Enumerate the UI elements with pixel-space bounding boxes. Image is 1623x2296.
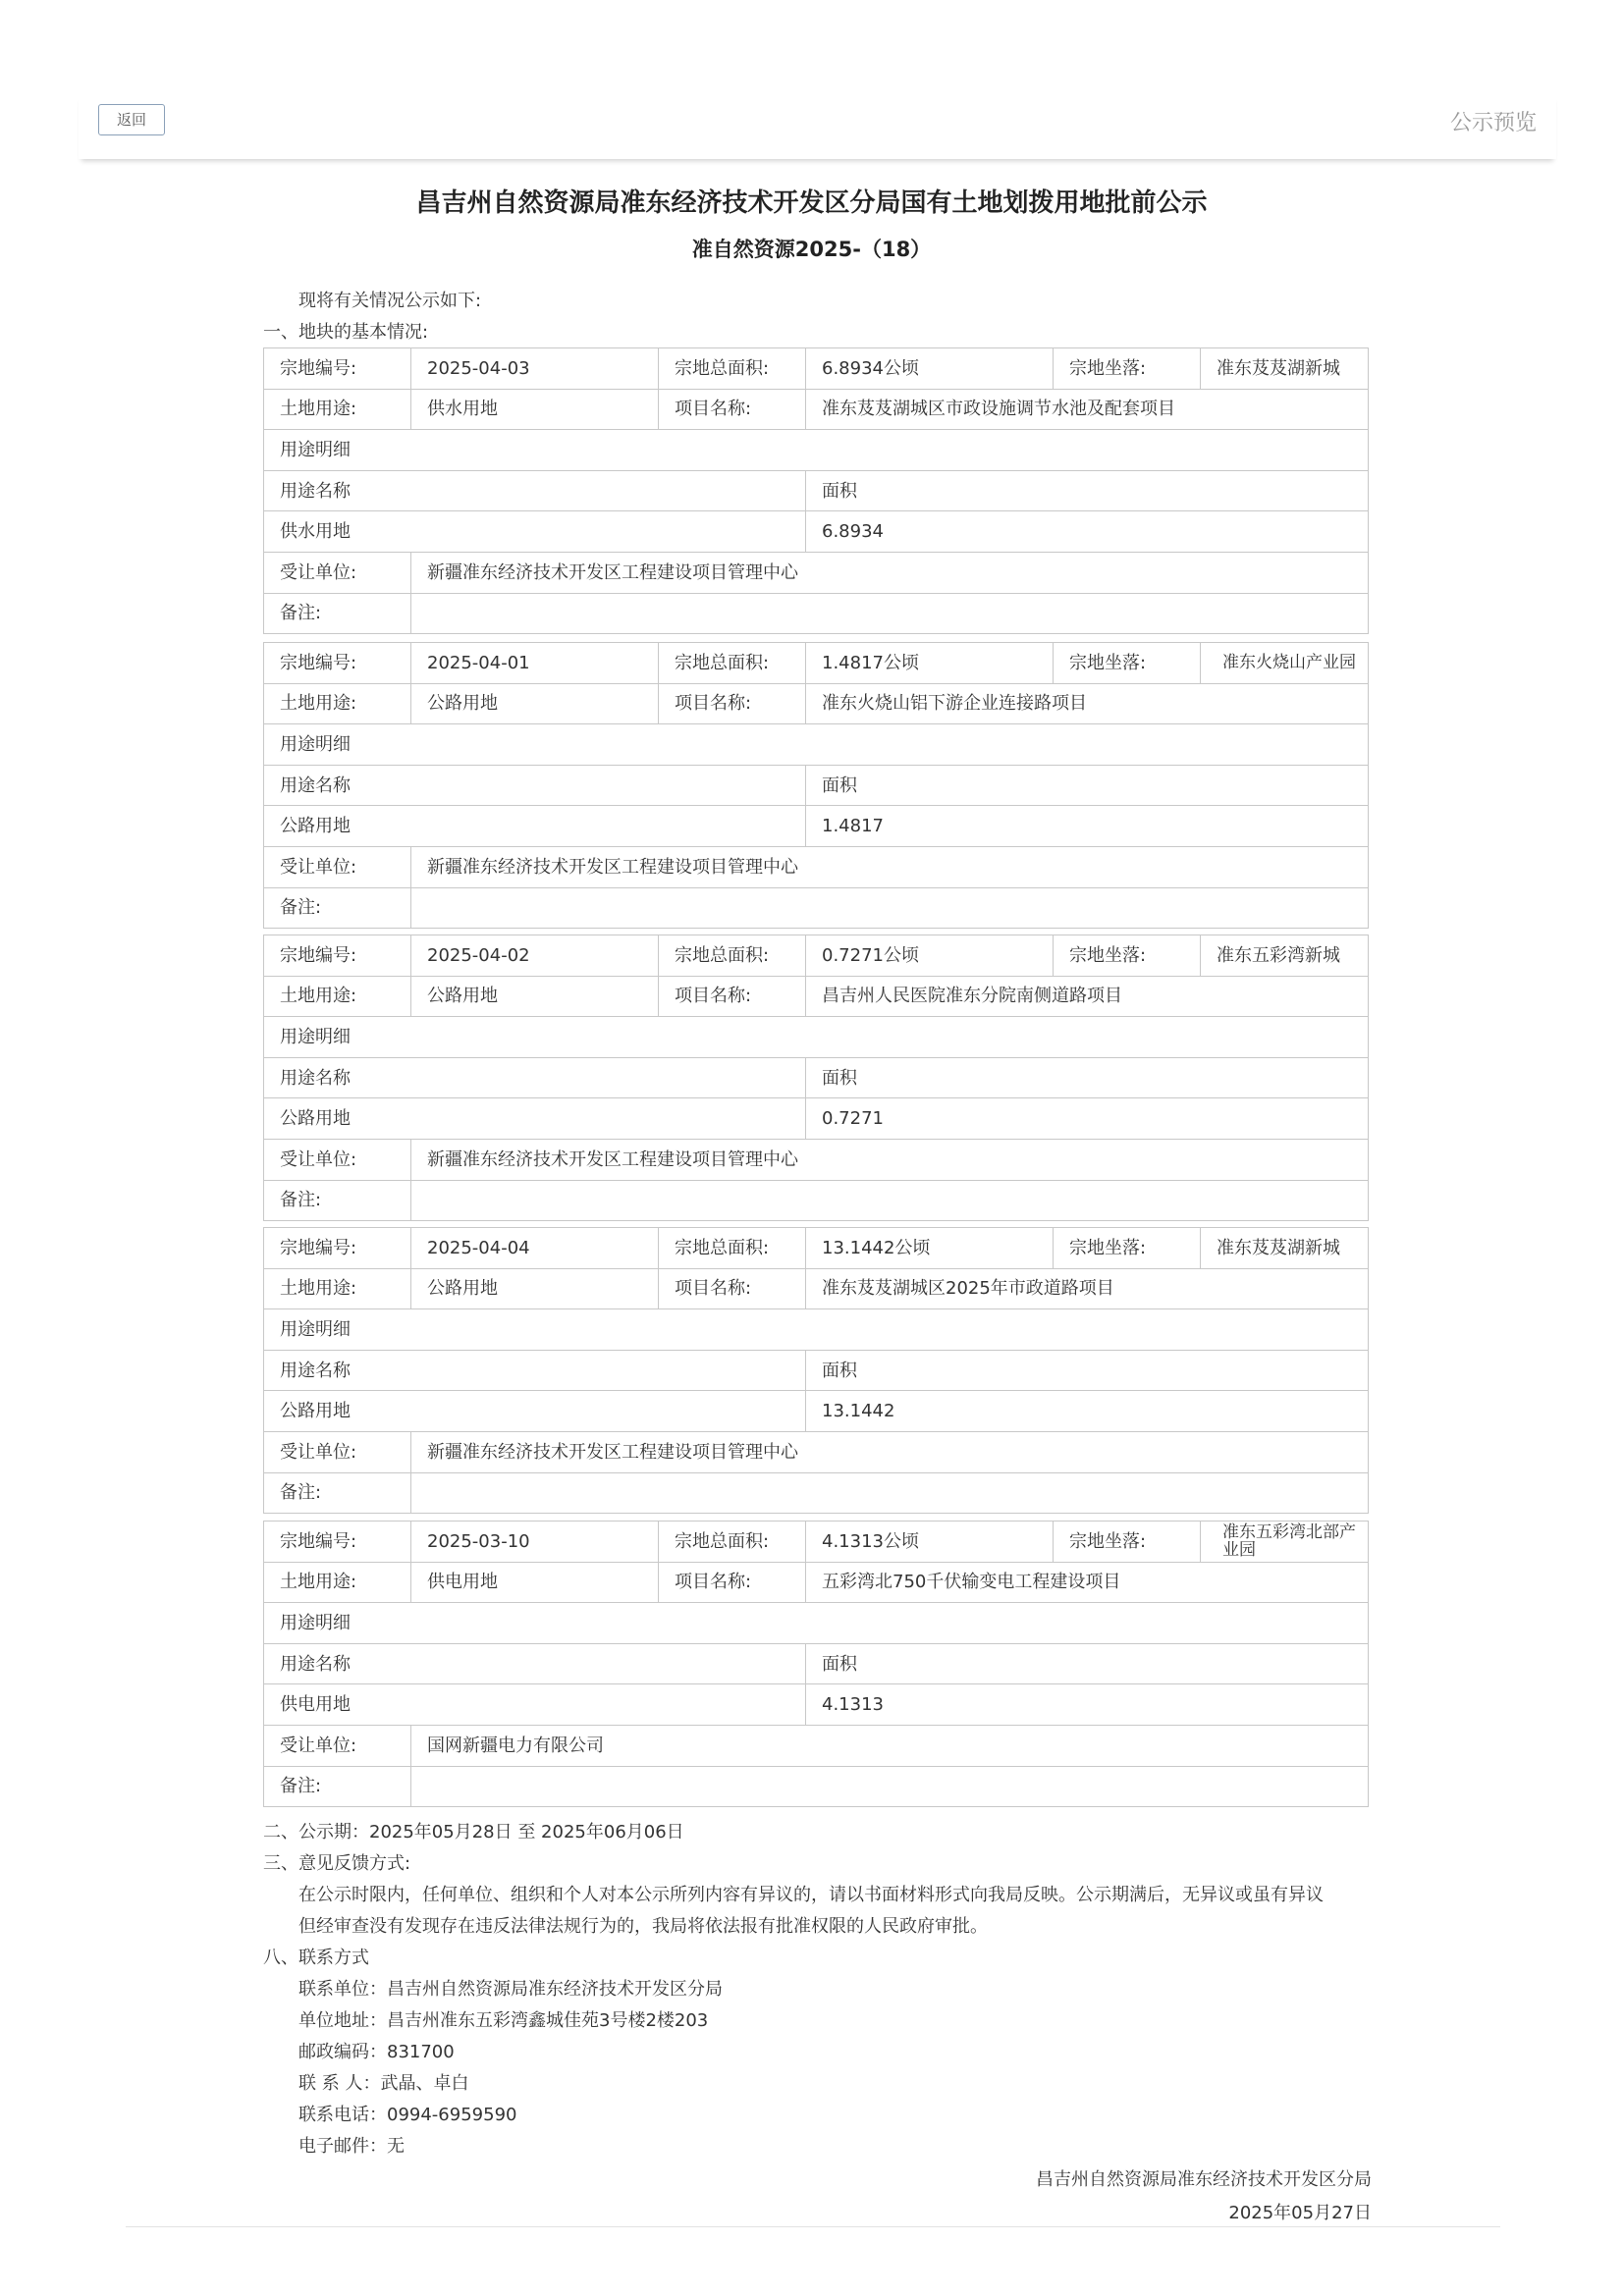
land-use-value: 公路用地 bbox=[411, 976, 659, 1017]
land-use-label: 土地用途: bbox=[264, 389, 411, 430]
use-detail-columns-row bbox=[264, 1057, 1369, 1098]
remarks-value bbox=[411, 1766, 1369, 1807]
use-detail-header-row bbox=[264, 1309, 1369, 1351]
parcel-no-value: 2025-04-04 bbox=[411, 1228, 659, 1269]
contact-address: 单位地址：昌吉州准东五彩湾鑫城佳苑3号楼2楼203 bbox=[298, 2010, 709, 2031]
use-name-label: 用途名称 bbox=[264, 1643, 806, 1684]
remarks-row bbox=[264, 887, 1369, 929]
contact-phone: 联系电话：0994-6959590 bbox=[298, 2105, 517, 2125]
total-area-value: 1.4817公顷 bbox=[806, 643, 1054, 684]
use-detail-header-row bbox=[264, 430, 1369, 471]
project-name-label: 项目名称: bbox=[659, 389, 806, 430]
assignee-value: 新疆准东经济技术开发区工程建设项目管理中心 bbox=[411, 1139, 1369, 1180]
assignee-label: 受让单位: bbox=[264, 552, 411, 593]
land-use-label: 土地用途: bbox=[264, 683, 411, 724]
back-button[interactable]: 返回 bbox=[98, 104, 165, 135]
use-name-label: 用途名称 bbox=[264, 765, 806, 806]
total-area-value: 6.8934公顷 bbox=[806, 348, 1054, 390]
parcel-no-label: 宗地编号: bbox=[264, 643, 411, 684]
location-value: 准东芨芨湖新城 bbox=[1201, 1228, 1369, 1269]
land-use-row bbox=[264, 683, 1369, 724]
remarks-row bbox=[264, 1766, 1369, 1807]
parcel-no-label: 宗地编号: bbox=[264, 1228, 411, 1269]
signature-date: 2025年05月27日 bbox=[1228, 2203, 1372, 2223]
intro-text: 现将有关情况公示如下: bbox=[298, 291, 482, 311]
remarks-label: 备注: bbox=[264, 593, 411, 634]
total-area-label: 宗地总面积: bbox=[659, 1228, 806, 1269]
basic-info-row bbox=[264, 643, 1369, 684]
assignee-value: 新疆准东经济技术开发区工程建设项目管理中心 bbox=[411, 1431, 1369, 1472]
use-detail-label: 用途明细 bbox=[264, 1017, 1369, 1058]
area-label: 面积 bbox=[806, 470, 1369, 511]
basic-info-row bbox=[264, 1228, 1369, 1269]
section-3-body-line-1: 在公示时限内，任何单位、组织和个人对本公示所列内容有异议的，请以书面材料形式向我局反映。公示期满后，无异议或虽有异议 bbox=[298, 1885, 1324, 1905]
location-value: 准东芨芨湖新城 bbox=[1201, 348, 1369, 390]
use-detail-columns-row bbox=[264, 1350, 1369, 1391]
assignee-row bbox=[264, 1725, 1369, 1766]
parcel-no-value: 2025-04-02 bbox=[411, 935, 659, 977]
land-use-label: 土地用途: bbox=[264, 976, 411, 1017]
project-name-label: 项目名称: bbox=[659, 1268, 806, 1309]
project-name-label: 项目名称: bbox=[659, 683, 806, 724]
parcel-table bbox=[263, 1521, 1369, 1807]
remarks-row bbox=[264, 593, 1369, 634]
assignee-label: 受让单位: bbox=[264, 1725, 411, 1766]
use-detail-value-row bbox=[264, 1098, 1369, 1140]
parcel-no-label: 宗地编号: bbox=[264, 1522, 411, 1563]
basic-info-row bbox=[264, 348, 1369, 390]
assignee-row bbox=[264, 846, 1369, 887]
use-detail-label: 用途明细 bbox=[264, 1603, 1369, 1644]
area-label: 面积 bbox=[806, 1643, 1369, 1684]
total-area-value: 4.1313公顷 bbox=[806, 1522, 1054, 1563]
total-area-label: 宗地总面积: bbox=[659, 348, 806, 390]
land-use-row bbox=[264, 1562, 1369, 1603]
use-detail-columns-row bbox=[264, 765, 1369, 806]
location-label: 宗地坐落: bbox=[1054, 643, 1201, 684]
location-label: 宗地坐落: bbox=[1054, 1228, 1201, 1269]
remarks-label: 备注: bbox=[264, 1472, 411, 1514]
detail-use-value: 公路用地 bbox=[264, 1098, 806, 1140]
basic-info-row bbox=[264, 935, 1369, 977]
top-bar bbox=[79, 94, 1556, 159]
parcel-table bbox=[263, 642, 1369, 929]
use-detail-header-row bbox=[264, 1603, 1369, 1644]
project-name-value: 昌吉州人民医院准东分院南侧道路项目 bbox=[806, 976, 1369, 1017]
parcel-table bbox=[263, 1227, 1369, 1514]
location-label: 宗地坐落: bbox=[1054, 1522, 1201, 1563]
use-detail-header-row bbox=[264, 1017, 1369, 1058]
area-label: 面积 bbox=[806, 765, 1369, 806]
basic-info-row bbox=[264, 1522, 1369, 1563]
project-name-value: 准东芨芨湖城区市政设施调节水池及配套项目 bbox=[806, 389, 1369, 430]
detail-use-value: 供电用地 bbox=[264, 1684, 806, 1726]
parcel-no-label: 宗地编号: bbox=[264, 348, 411, 390]
area-label: 面积 bbox=[806, 1350, 1369, 1391]
remarks-value bbox=[411, 1180, 1369, 1221]
parcel-no-value: 2025-03-10 bbox=[411, 1522, 659, 1563]
use-detail-value-row bbox=[264, 1684, 1369, 1726]
detail-area-value: 0.7271 bbox=[806, 1098, 1369, 1140]
detail-use-value: 供水用地 bbox=[264, 511, 806, 553]
total-area-label: 宗地总面积: bbox=[659, 935, 806, 977]
area-label: 面积 bbox=[806, 1057, 1369, 1098]
use-detail-label: 用途明细 bbox=[264, 1309, 1369, 1351]
assignee-value: 新疆准东经济技术开发区工程建设项目管理中心 bbox=[411, 846, 1369, 887]
remarks-label: 备注: bbox=[264, 887, 411, 929]
use-name-label: 用途名称 bbox=[264, 1057, 806, 1098]
project-name-value: 准东芨芨湖城区2025年市政道路项目 bbox=[806, 1268, 1369, 1309]
detail-area-value: 13.1442 bbox=[806, 1391, 1369, 1432]
contact-person: 联 系 人：武晶、卓白 bbox=[298, 2073, 469, 2094]
detail-area-value: 1.4817 bbox=[806, 806, 1369, 847]
land-use-label: 土地用途: bbox=[264, 1268, 411, 1309]
land-use-value: 供水用地 bbox=[411, 389, 659, 430]
land-use-value: 公路用地 bbox=[411, 1268, 659, 1309]
total-area-label: 宗地总面积: bbox=[659, 1522, 806, 1563]
remarks-value bbox=[411, 887, 1369, 929]
land-use-row bbox=[264, 976, 1369, 1017]
contact-email: 电子邮件：无 bbox=[298, 2136, 405, 2157]
remarks-label: 备注: bbox=[264, 1766, 411, 1807]
assignee-row bbox=[264, 1431, 1369, 1472]
remarks-label: 备注: bbox=[264, 1180, 411, 1221]
assignee-value: 新疆准东经济技术开发区工程建设项目管理中心 bbox=[411, 552, 1369, 593]
assignee-row bbox=[264, 1139, 1369, 1180]
use-name-label: 用途名称 bbox=[264, 470, 806, 511]
remarks-value bbox=[411, 593, 1369, 634]
land-use-row bbox=[264, 1268, 1369, 1309]
parcel-no-value: 2025-04-03 bbox=[411, 348, 659, 390]
document-number: 准自然资源2025-（18） bbox=[691, 238, 932, 261]
section-1-title: 一、地块的基本情况: bbox=[263, 322, 429, 343]
use-detail-label: 用途明细 bbox=[264, 430, 1369, 471]
contact-postcode: 邮政编码：831700 bbox=[298, 2042, 455, 2062]
total-area-value: 0.7271公顷 bbox=[806, 935, 1054, 977]
detail-use-value: 公路用地 bbox=[264, 806, 806, 847]
signature-org: 昌吉州自然资源局准东经济技术开发区分局 bbox=[1036, 2169, 1372, 2190]
detail-use-value: 公路用地 bbox=[264, 1391, 806, 1432]
project-name-label: 项目名称: bbox=[659, 1562, 806, 1603]
parcel-table bbox=[263, 347, 1369, 634]
section-8-title: 八、联系方式 bbox=[263, 1948, 369, 1968]
remarks-row bbox=[264, 1180, 1369, 1221]
land-use-label: 土地用途: bbox=[264, 1562, 411, 1603]
page-title: 昌吉州自然资源局准东经济技术开发区分局国有土地划拨用地批前公示 bbox=[415, 188, 1208, 218]
project-name-label: 项目名称: bbox=[659, 976, 806, 1017]
use-detail-value-row bbox=[264, 511, 1369, 553]
detail-area-value: 6.8934 bbox=[806, 511, 1369, 553]
parcel-no-label: 宗地编号: bbox=[264, 935, 411, 977]
parcel-table bbox=[263, 934, 1369, 1221]
section-2-publicity-period: 二、公示期：2025年05月28日 至 2025年06月06日 bbox=[263, 1822, 684, 1842]
assignee-label: 受让单位: bbox=[264, 846, 411, 887]
use-detail-columns-row bbox=[264, 1643, 1369, 1684]
contact-unit: 联系单位：昌吉州自然资源局准东经济技术开发区分局 bbox=[298, 1979, 723, 2000]
total-area-value: 13.1442公顷 bbox=[806, 1228, 1054, 1269]
location-value: 准东火烧山产业园 bbox=[1201, 643, 1369, 684]
use-detail-value-row bbox=[264, 1391, 1369, 1432]
use-detail-header-row bbox=[264, 724, 1369, 766]
project-name-value: 五彩湾北750千伏输变电工程建设项目 bbox=[806, 1562, 1369, 1603]
remarks-value bbox=[411, 1472, 1369, 1514]
use-detail-columns-row bbox=[264, 470, 1369, 511]
preview-label: 公示预览 bbox=[1449, 111, 1537, 135]
land-use-value: 公路用地 bbox=[411, 683, 659, 724]
land-use-row bbox=[264, 389, 1369, 430]
assignee-row bbox=[264, 552, 1369, 593]
parcel-no-value: 2025-04-01 bbox=[411, 643, 659, 684]
location-value: 准东五彩湾北部产业园 bbox=[1201, 1522, 1369, 1563]
assignee-label: 受让单位: bbox=[264, 1431, 411, 1472]
footer-divider bbox=[126, 2226, 1500, 2227]
section-3-title: 三、意见反馈方式: bbox=[263, 1853, 411, 1874]
location-label: 宗地坐落: bbox=[1054, 935, 1201, 977]
assignee-label: 受让单位: bbox=[264, 1139, 411, 1180]
remarks-row bbox=[264, 1472, 1369, 1514]
use-name-label: 用途名称 bbox=[264, 1350, 806, 1391]
assignee-value: 国网新疆电力有限公司 bbox=[411, 1725, 1369, 1766]
project-name-value: 准东火烧山铝下游企业连接路项目 bbox=[806, 683, 1369, 724]
use-detail-label: 用途明细 bbox=[264, 724, 1369, 766]
total-area-label: 宗地总面积: bbox=[659, 643, 806, 684]
location-label: 宗地坐落: bbox=[1054, 348, 1201, 390]
use-detail-value-row bbox=[264, 806, 1369, 847]
location-value: 准东五彩湾新城 bbox=[1201, 935, 1369, 977]
section-3-body-line-2: 但经审查没有发现存在违反法律法规行为的，我局将依法报有批准权限的人民政府审批。 bbox=[298, 1916, 988, 1937]
land-use-value: 供电用地 bbox=[411, 1562, 659, 1603]
detail-area-value: 4.1313 bbox=[806, 1684, 1369, 1726]
